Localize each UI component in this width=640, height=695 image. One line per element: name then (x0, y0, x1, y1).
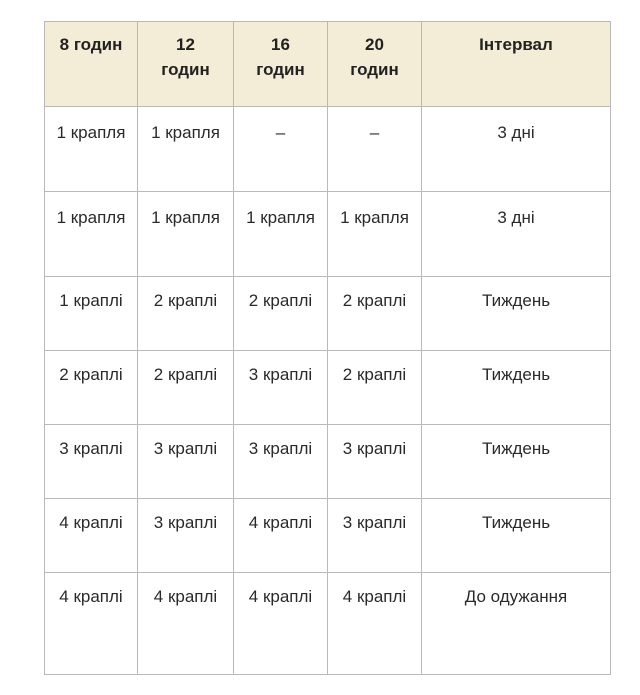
cell-text: До одужання (464, 587, 568, 606)
cell-text: 2 краплі (153, 291, 218, 310)
cell-text: 4 краплі (248, 587, 313, 606)
table-cell (328, 192, 422, 277)
table-cell (234, 107, 328, 192)
dosage-table (44, 21, 611, 675)
table-row (45, 192, 611, 277)
cell-text: 3 краплі (153, 513, 218, 532)
table-cell (422, 351, 611, 425)
table-header (45, 22, 611, 107)
cell-text: Тиждень (481, 439, 551, 458)
cell-text: 1 крапля (340, 208, 409, 227)
table-cell (234, 192, 328, 277)
table-row (45, 499, 611, 573)
cell-text: 2 краплі (59, 365, 123, 384)
cell-text: 1 крапля (56, 208, 126, 227)
cell-text: 3 дні (497, 123, 535, 142)
table-cell (328, 425, 422, 499)
table-cell (328, 351, 422, 425)
table-cell (422, 425, 611, 499)
table-cell (328, 499, 422, 573)
table-cell (138, 499, 234, 573)
cell-text: 1 крапля (151, 123, 220, 142)
cell-text: 3 краплі (59, 439, 123, 458)
header-cell-12h (138, 22, 234, 107)
cell-text: 4 краплі (342, 587, 407, 606)
table-cell (422, 107, 611, 192)
table-cell (234, 351, 328, 425)
table-cell (45, 277, 138, 351)
cell-text: Тиждень (481, 291, 551, 310)
table-cell (138, 107, 234, 192)
header-label: Інтервал (479, 35, 553, 54)
table-cell (45, 499, 138, 573)
cell-text: – (369, 123, 380, 142)
header-cell-8h (45, 22, 138, 107)
cell-text: Тиждень (481, 513, 551, 532)
table-cell (422, 277, 611, 351)
cell-text: 4 краплі (59, 587, 123, 606)
cell-text: – (275, 123, 286, 142)
header-label: 8 годин (59, 35, 123, 54)
table-cell (138, 192, 234, 277)
header-label: 12 годин (161, 35, 210, 79)
cell-text: 3 краплі (248, 365, 313, 384)
table-cell (138, 351, 234, 425)
table-cell (45, 192, 138, 277)
table-cell (234, 425, 328, 499)
table-row (45, 277, 611, 351)
table-row (45, 425, 611, 499)
cell-text: 2 краплі (248, 291, 313, 310)
cell-text: 4 краплі (59, 513, 123, 532)
header-cell-20h (328, 22, 422, 107)
cell-text: 1 крапля (56, 123, 126, 142)
table-row (45, 351, 611, 425)
table-cell (138, 277, 234, 351)
header-cell-interval (422, 22, 611, 107)
header-label: 16 годин (256, 35, 305, 79)
header-row (45, 22, 611, 107)
table-cell (422, 573, 611, 675)
table-cell (45, 351, 138, 425)
table-row (45, 573, 611, 675)
header-cell-16h (234, 22, 328, 107)
cell-text: 4 краплі (153, 587, 218, 606)
table-cell (138, 573, 234, 675)
table-body (45, 107, 611, 675)
table-cell (328, 107, 422, 192)
cell-text: 3 краплі (342, 439, 407, 458)
cell-text: 3 краплі (248, 439, 313, 458)
table-cell (45, 573, 138, 675)
table-cell (234, 573, 328, 675)
cell-text: Тиждень (481, 365, 551, 384)
table-cell (45, 107, 138, 192)
cell-text: 2 краплі (153, 365, 218, 384)
header-label: 20 годин (350, 35, 399, 79)
cell-text: 1 крапля (246, 208, 315, 227)
table-cell (138, 425, 234, 499)
cell-text: 1 крапля (151, 208, 220, 227)
cell-text: 3 дні (497, 208, 535, 227)
table-row (45, 107, 611, 192)
table-cell (422, 192, 611, 277)
table-cell (234, 499, 328, 573)
cell-text: 3 краплі (342, 513, 407, 532)
table-cell (328, 573, 422, 675)
cell-text: 3 краплі (153, 439, 218, 458)
cell-text: 2 краплі (342, 291, 407, 310)
table-cell (45, 425, 138, 499)
cell-text: 4 краплі (248, 513, 313, 532)
cell-text: 1 краплі (59, 291, 123, 310)
table-cell (328, 277, 422, 351)
table-cell (234, 277, 328, 351)
table-cell (422, 499, 611, 573)
cell-text: 2 краплі (342, 365, 407, 384)
